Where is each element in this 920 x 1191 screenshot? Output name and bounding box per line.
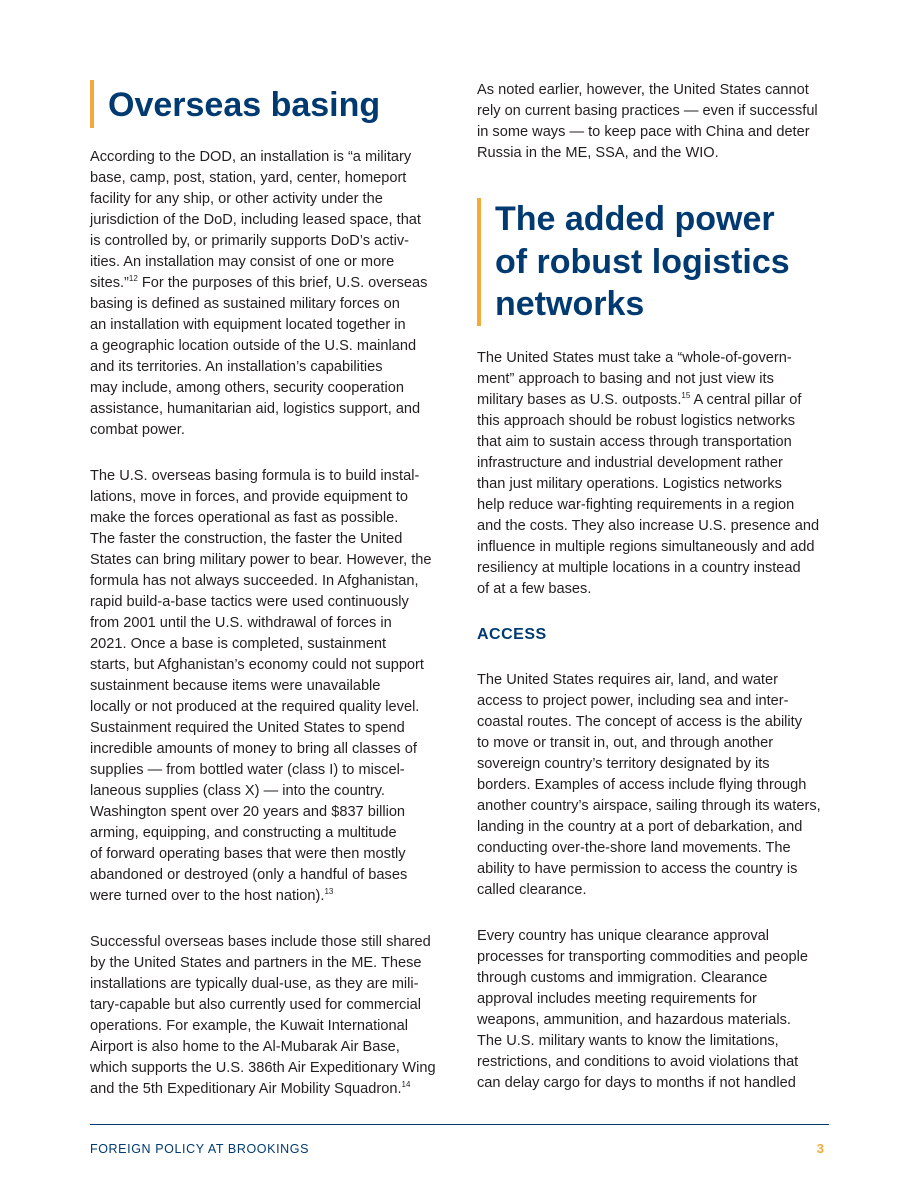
footnote-ref-12[interactable]: 12 — [128, 274, 138, 284]
footer-publisher: FOREIGN POLICY AT BROOKINGS — [90, 1142, 310, 1156]
footnote-ref-15[interactable]: 15 — [681, 391, 691, 401]
section-heading-overseas-basing: Overseas basing — [90, 80, 380, 128]
section-heading-logistics-networks: The added power of robust logistics networks — [477, 198, 835, 326]
footnote-ref-14[interactable]: 14 — [401, 1080, 411, 1090]
paragraph-basing-practices: As noted earlier, however, the United States cannot rely on current basing practices — even if successful in some ways — to keep pace with China and deter Russia in the ME, SSA, and the WIO. — [477, 82, 818, 161]
paragraph-installation-definition: According to the DOD, an installation is “a military base, camp, post, station, yard, center, homeport facility for any ship, or other activity under the jurisdiction of the DoD, including leased space, that is controlled by, or primarily supports DoD’s activ- ities. An installation may consist of one or more sites.”$^{12}$ For the purposes of this brief, U.S. overseas basing is defined as sustained military forces on an installation with equipment located together in a geographic location outside of the U.S. mainland and its territories. An installation’s capabilities may include, among others, security cooperation assistance, humanitarian aid, logistics support, and combat power. — [90, 149, 428, 438]
paragraph-whole-of-government: The United States must take a “whole-of-govern- ment” approach to basing and not just view its military bases as U.S. outposts.$^{15}$ A central pillar of this approach should be robust logistics networks that aim to sustain access through transportation infrastructure and industrial development rather than just military operations. Logistics networks help reduce war-fighting requirements in a region and the costs. They also increase U.S. presence and influence in multiple regions simultaneously and add resiliency at multiple locations in a country instead of at a few bases. — [477, 350, 820, 597]
subheading-access: ACCESS — [477, 626, 547, 643]
footer-divider — [90, 1124, 829, 1125]
paragraph-basing-formula: The U.S. overseas basing formula is to build instal- lations, move in forces, and provide equipment to make the forces operational as fast as possible. The faster the construction, the faster the United States can bring military power to bear. However, the formula has not always succeeded. In Afghanistan, rapid build-a-base tactics were used continuously from 2001 until the U.S. withdrawal of forces in 2021. Once a base is completed, sustainment starts, but Afghanistan’s economy could not support sustainment because items were unavailable locally or not produced at the required quality level. Sustainment required the United States to spend incredible amounts of money to bring all classes of supplies — from bottled water (class I) to miscel- laneous supplies (class X) — into the country. Washington spent over 20 years and $837 billion arming, equipping, and constructing a multitude of forward operating bases that were then mostly abandoned or destroyed (only a handful of bases were turned over to the host nation).$^{13}$ — [90, 468, 432, 904]
paragraph-access-definition: The United States requires air, land, and water access to project power, including sea and inter- coastal routes. The concept of access is the ability to move or transit in, out, and through another sovereign country’s territory designated by its borders. Examples of access include flying through another country’s airspace, sailing through its waters, landing in the country at a port of debarkation, and conducting over-the-shore land movements. The ability to have permission to access the country is called clearance. — [477, 672, 821, 898]
paragraph-clearance-approval: Every country has unique clearance approval processes for transporting commodities and people through customs and immigration. Clearance approval includes meeting requirements for weapons, ammunition, and hazardous materials. The U.S. military wants to know the limitations, restrictions, and conditions to avoid violations that can delay cargo for days to months if not handled — [477, 928, 808, 1091]
paragraph-successful-bases: Successful overseas bases include those still shared by the United States and partners in the ME. These installations are typically dual-use, as they are mili- tary-capable but also currently used for commercial operations. For example, the Kuwait International Airport is also home to the Al-Mubarak Air Base, which supports the U.S. 386th Air Expeditionary Wing and the 5th Expeditionary Air Mobility Squadron.$^{14}$ — [90, 934, 436, 1097]
footnote-ref-13[interactable]: 13 — [324, 887, 334, 897]
page-number: 3 — [816, 1141, 824, 1156]
